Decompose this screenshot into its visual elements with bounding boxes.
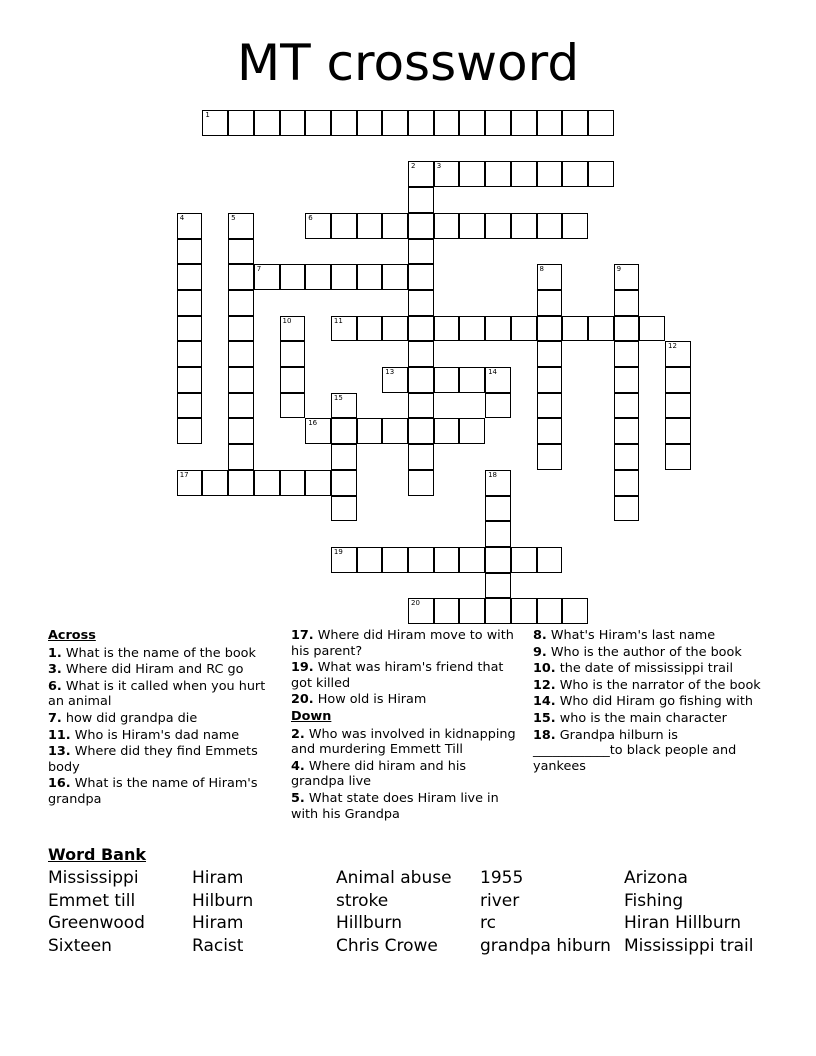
- grid-cell[interactable]: [408, 213, 434, 239]
- clue: [533, 711, 771, 727]
- clue: [533, 645, 771, 661]
- grid-cell[interactable]: [485, 316, 511, 342]
- grid-cell[interactable]: [665, 341, 691, 367]
- grid-cell[interactable]: [537, 418, 563, 444]
- grid-cell[interactable]: [511, 547, 537, 573]
- grid-cell[interactable]: [537, 444, 563, 470]
- across-clue-list-continued: [291, 628, 523, 708]
- clue: [48, 679, 276, 710]
- down-clue-list-continued: [533, 628, 771, 774]
- grid-cell[interactable]: [331, 110, 357, 136]
- word-bank-entry: Emmet till: [48, 890, 136, 911]
- grid-cell[interactable]: [357, 213, 383, 239]
- clue-number: 2.: [291, 726, 305, 742]
- grid-cell[interactable]: [485, 110, 511, 136]
- grid-cell[interactable]: [177, 290, 203, 316]
- grid-cell[interactable]: [228, 367, 254, 393]
- clue: [533, 678, 771, 694]
- grid-cell[interactable]: [485, 367, 511, 393]
- grid-cell[interactable]: [408, 470, 434, 496]
- grid-cell[interactable]: [485, 161, 511, 187]
- grid-cell[interactable]: [408, 239, 434, 265]
- grid-cell[interactable]: [434, 161, 460, 187]
- grid-cell[interactable]: [408, 444, 434, 470]
- clue: [291, 759, 523, 790]
- clue-text: What's Hiram's last name: [546, 628, 716, 643]
- grid-cell[interactable]: [562, 316, 588, 342]
- grid-cell[interactable]: [382, 418, 408, 444]
- grid-cell[interactable]: [459, 110, 485, 136]
- clue-text: who is the main character: [555, 710, 727, 726]
- grid-cell[interactable]: [382, 213, 408, 239]
- word-bank-entry: Fishing: [624, 890, 684, 911]
- grid-cell[interactable]: [459, 367, 485, 393]
- grid-cell[interactable]: [511, 161, 537, 187]
- word-bank-entry: Hiran Hillburn: [624, 913, 742, 934]
- grid-cell[interactable]: [331, 444, 357, 470]
- clue: [291, 727, 523, 758]
- clue: [291, 628, 523, 659]
- grid-cell[interactable]: [485, 470, 511, 496]
- grid-cell[interactable]: [537, 547, 563, 573]
- grid-cell[interactable]: [434, 213, 460, 239]
- clue: [533, 694, 771, 710]
- grid-cell[interactable]: [434, 110, 460, 136]
- clues-column-3: [533, 628, 771, 775]
- word-bank-entry: Greenwood: [48, 913, 145, 934]
- grid-cell[interactable]: [177, 418, 203, 444]
- clue-number: 3: [436, 162, 442, 171]
- grid-cell[interactable]: [511, 598, 537, 624]
- grid-cell[interactable]: [331, 393, 357, 419]
- clue-number: 10: [282, 316, 292, 325]
- grid-cell[interactable]: [202, 470, 228, 496]
- word-bank-title: Word Bank: [48, 845, 147, 864]
- clue-number: 20.: [291, 692, 314, 708]
- clue-number: 12: [668, 342, 677, 351]
- clue-number: 6.: [48, 678, 62, 694]
- grid-cell[interactable]: [434, 418, 460, 444]
- grid-cell[interactable]: [459, 161, 485, 187]
- word-bank-entry: Hillburn: [336, 913, 402, 934]
- clue-text: Who did Hiram go fishing with: [555, 694, 753, 710]
- grid-cell[interactable]: [485, 598, 511, 624]
- clue-number: 19.: [291, 660, 314, 676]
- clue: [48, 662, 276, 678]
- grid-cell[interactable]: [177, 367, 203, 393]
- clue-number: 16: [308, 419, 318, 428]
- clue: [48, 776, 276, 807]
- clue-number: 1.: [48, 645, 62, 661]
- down-heading: Down: [291, 708, 332, 724]
- grid-cell[interactable]: [408, 367, 434, 393]
- clue-number: 19: [333, 547, 343, 556]
- grid-cell[interactable]: [228, 393, 254, 419]
- grid-cell[interactable]: [228, 110, 254, 136]
- clue-number: 17.: [291, 628, 314, 643]
- grid-cell[interactable]: [485, 496, 511, 522]
- clue-number: 5.: [291, 790, 305, 806]
- clue-number: 20: [411, 599, 420, 608]
- grid-cell[interactable]: [434, 547, 460, 573]
- grid-cell[interactable]: [434, 598, 460, 624]
- clue-number: 2: [411, 162, 416, 171]
- grid-cell[interactable]: [562, 161, 588, 187]
- grid-cell[interactable]: [537, 110, 563, 136]
- grid-cell[interactable]: [408, 341, 434, 367]
- clue-text: how did grandpa die: [61, 710, 198, 726]
- grid-cell[interactable]: [588, 161, 614, 187]
- grid-cell[interactable]: [665, 444, 691, 470]
- clue-number: 7.: [48, 710, 62, 726]
- grid-cell[interactable]: [562, 213, 588, 239]
- grid-cell[interactable]: [382, 367, 408, 393]
- grid-cell[interactable]: [228, 444, 254, 470]
- clue: [48, 728, 276, 744]
- clue: [533, 728, 771, 775]
- grid-cell[interactable]: [408, 264, 434, 290]
- clue-number: 14: [488, 368, 498, 376]
- grid-cell[interactable]: [177, 316, 203, 342]
- word-bank-entry: grandpa hiburn: [480, 936, 611, 957]
- grid-cell[interactable]: [614, 341, 640, 367]
- grid-cell[interactable]: [382, 316, 408, 342]
- clue-number: 3.: [48, 662, 62, 678]
- clue-text: Who is Hiram's dad name: [70, 727, 240, 743]
- clue-number: 4: [179, 213, 185, 222]
- grid-cell[interactable]: [408, 547, 434, 573]
- grid-cell[interactable]: [614, 418, 640, 444]
- grid-cell[interactable]: [614, 290, 640, 316]
- grid-cell[interactable]: [511, 110, 537, 136]
- clue-number: 16.: [48, 776, 71, 792]
- grid-cell[interactable]: [331, 316, 357, 342]
- grid-cell[interactable]: [537, 393, 563, 419]
- grid-cell[interactable]: [177, 470, 203, 496]
- grid-cell[interactable]: [614, 496, 640, 522]
- grid-cell[interactable]: [614, 393, 640, 419]
- clue-text: What was hiram's friend that got killed: [291, 660, 504, 691]
- grid-cell[interactable]: [228, 213, 254, 239]
- clue-number: 1: [205, 111, 210, 119]
- clue-text: What is the name of Hiram's grandpa: [48, 776, 258, 807]
- clue: [291, 692, 523, 708]
- word-bank-entry: Chris Crowe: [336, 936, 438, 957]
- grid-cell[interactable]: [305, 264, 331, 290]
- grid-cell[interactable]: [382, 110, 408, 136]
- grid-cell[interactable]: [280, 264, 306, 290]
- grid-cell[interactable]: [588, 316, 614, 342]
- grid-cell[interactable]: [228, 239, 254, 265]
- clue-text: How old is Hiram: [313, 692, 427, 708]
- grid-cell[interactable]: [305, 418, 331, 444]
- clue-text: What is the name of the book: [61, 645, 256, 661]
- clue-number: 11.: [48, 727, 71, 743]
- clue-number: 8.: [533, 628, 547, 643]
- clue-number: 5: [231, 213, 236, 222]
- clue-number: 18: [488, 470, 498, 479]
- clue-text: the date of mississippi trail: [555, 661, 734, 677]
- grid-cell[interactable]: [614, 444, 640, 470]
- across-clue-list: [48, 646, 276, 808]
- clue-text: What is it called when you hurt an animal: [48, 678, 266, 710]
- clue-text: Where did they find Emmets body: [48, 744, 258, 775]
- across-heading: Across: [48, 628, 96, 643]
- grid-cell[interactable]: [305, 213, 331, 239]
- grid-cell[interactable]: [614, 367, 640, 393]
- grid-cell[interactable]: [537, 161, 563, 187]
- clue-number: 10.: [533, 661, 556, 677]
- grid-cell[interactable]: [228, 341, 254, 367]
- clue-number: 8: [539, 265, 544, 274]
- grid-cell[interactable]: [228, 418, 254, 444]
- grid-cell[interactable]: [228, 290, 254, 316]
- grid-cell[interactable]: [408, 187, 434, 213]
- grid-cell[interactable]: [280, 393, 306, 419]
- clue: [48, 646, 276, 662]
- grid-cell[interactable]: [665, 367, 691, 393]
- word-bank-entry: Mississippi: [48, 868, 139, 888]
- grid-cell[interactable]: [305, 110, 331, 136]
- grid-cell[interactable]: [280, 341, 306, 367]
- grid-cell[interactable]: [434, 316, 460, 342]
- word-bank-entry: Mississippi trail: [624, 936, 754, 957]
- grid-cell[interactable]: [177, 393, 203, 419]
- grid-cell[interactable]: [639, 316, 665, 342]
- grid-cell[interactable]: [537, 316, 563, 342]
- clue-number: 11: [333, 316, 343, 325]
- grid-cell[interactable]: [177, 264, 203, 290]
- clue-number: 13.: [48, 744, 71, 760]
- clue-number: 15.: [533, 710, 556, 726]
- grid-cell[interactable]: [459, 213, 485, 239]
- clue-text: Where did hiram and his grandpa live: [291, 758, 467, 790]
- clues-column-2: [291, 628, 523, 823]
- word-bank-entry: Arizona: [624, 868, 688, 888]
- clue-number: 13: [385, 368, 395, 376]
- grid-cell[interactable]: [228, 316, 254, 342]
- clues-column-1: [48, 628, 276, 809]
- grid-cell[interactable]: [537, 341, 563, 367]
- grid-cell[interactable]: [228, 264, 254, 290]
- clue-text: Who is the author of the book: [546, 644, 742, 660]
- grid-cell[interactable]: [434, 367, 460, 393]
- clue-number: 4.: [291, 758, 305, 774]
- grid-cell[interactable]: [485, 547, 511, 573]
- word-bank-entry: Sixteen: [48, 936, 112, 957]
- grid-cell[interactable]: [408, 290, 434, 316]
- grid-cell[interactable]: [408, 316, 434, 342]
- grid-cell[interactable]: [408, 598, 434, 624]
- grid-cell[interactable]: [254, 470, 280, 496]
- grid-cell[interactable]: [280, 470, 306, 496]
- grid-cell[interactable]: [614, 264, 640, 290]
- grid-cell[interactable]: [357, 110, 383, 136]
- grid-cell[interactable]: [459, 418, 485, 444]
- clue-text: Who is the narrator of the book: [555, 677, 761, 693]
- word-bank-entry: Hiram: [192, 868, 244, 888]
- grid-cell[interactable]: [382, 264, 408, 290]
- word-bank-entry: stroke: [336, 890, 389, 911]
- grid-cell[interactable]: [382, 547, 408, 573]
- clue-text: Who was involved in kidnapping and murdering Emmett Till: [291, 726, 516, 758]
- grid-cell[interactable]: [331, 470, 357, 496]
- grid-cell[interactable]: [537, 264, 563, 290]
- grid-cell[interactable]: [228, 470, 254, 496]
- clue-number: 15: [333, 393, 343, 402]
- clue: [48, 711, 276, 727]
- grid-cell[interactable]: [202, 110, 228, 136]
- grid-cell[interactable]: [665, 418, 691, 444]
- grid-cell[interactable]: [511, 316, 537, 342]
- clue-number: 18.: [533, 727, 556, 743]
- grid-cell[interactable]: [614, 470, 640, 496]
- grid-cell[interactable]: [459, 316, 485, 342]
- grid-cell[interactable]: [537, 213, 563, 239]
- down-clue-list: [291, 727, 523, 823]
- word-bank-entry: rc: [480, 913, 496, 934]
- grid-cell[interactable]: [485, 393, 511, 419]
- grid-cell[interactable]: [537, 598, 563, 624]
- clue-number: 14.: [533, 694, 556, 710]
- grid-cell[interactable]: [588, 110, 614, 136]
- clue-number: 17: [179, 470, 189, 479]
- grid-cell[interactable]: [408, 393, 434, 419]
- word-bank-entry: Hilburn: [192, 890, 254, 911]
- grid-cell[interactable]: [614, 316, 640, 342]
- grid-cell[interactable]: [331, 213, 357, 239]
- clue-text: Where did Hiram move to with his parent?: [291, 628, 514, 659]
- page-title: MT crossword: [236, 34, 580, 92]
- grid-cell[interactable]: [459, 598, 485, 624]
- grid-cell[interactable]: [562, 598, 588, 624]
- word-bank: [48, 867, 788, 958]
- clue-number: 9: [616, 265, 622, 274]
- grid-cell[interactable]: [254, 264, 280, 290]
- word-bank-entry: river: [480, 890, 520, 911]
- clue-text: Grandpa hilburn is ____________to black people and yankees: [533, 727, 737, 774]
- grid-cell[interactable]: [537, 367, 563, 393]
- word-bank-entry: Animal abuse: [336, 868, 452, 888]
- grid-cell[interactable]: [280, 110, 306, 136]
- grid-cell[interactable]: [408, 110, 434, 136]
- clue: [291, 791, 523, 822]
- grid-cell[interactable]: [331, 264, 357, 290]
- grid-cell[interactable]: [280, 316, 306, 342]
- grid-cell[interactable]: [562, 110, 588, 136]
- grid-cell[interactable]: [408, 418, 434, 444]
- grid-cell[interactable]: [177, 239, 203, 265]
- clue: [291, 660, 523, 691]
- grid-cell[interactable]: [537, 290, 563, 316]
- grid-cell[interactable]: [357, 547, 383, 573]
- grid-cell[interactable]: [357, 418, 383, 444]
- grid-cell[interactable]: [280, 367, 306, 393]
- grid-cell[interactable]: [357, 264, 383, 290]
- grid-cell[interactable]: [177, 341, 203, 367]
- grid-cell[interactable]: [177, 213, 203, 239]
- clue: [48, 744, 276, 775]
- grid-cell[interactable]: [459, 547, 485, 573]
- clue-number: 12.: [533, 677, 556, 693]
- clue: [533, 628, 771, 644]
- word-bank-entry: Racist: [192, 936, 244, 957]
- word-bank-entry: Hiram: [192, 913, 244, 934]
- grid-cell[interactable]: [331, 547, 357, 573]
- clue: [533, 661, 771, 677]
- grid-cell[interactable]: [254, 110, 280, 136]
- grid-cell[interactable]: [305, 470, 331, 496]
- grid-cell[interactable]: [485, 213, 511, 239]
- grid-cell[interactable]: [485, 521, 511, 547]
- clue-number: 9.: [533, 644, 547, 660]
- grid-cell[interactable]: [331, 418, 357, 444]
- grid-cell[interactable]: [357, 316, 383, 342]
- grid-cell[interactable]: [408, 161, 434, 187]
- word-bank-entry: 1955: [480, 868, 524, 888]
- clue-number: 7: [256, 265, 262, 274]
- grid-cell[interactable]: [665, 393, 691, 419]
- grid-cell[interactable]: [485, 573, 511, 599]
- clue-text: Where did Hiram and RC go: [61, 662, 244, 678]
- clue-number: 6: [308, 213, 313, 222]
- clue-text: What state does Hiram live in with his Grandpa: [291, 790, 499, 822]
- grid-cell[interactable]: [511, 213, 537, 239]
- grid-cell[interactable]: [331, 496, 357, 522]
